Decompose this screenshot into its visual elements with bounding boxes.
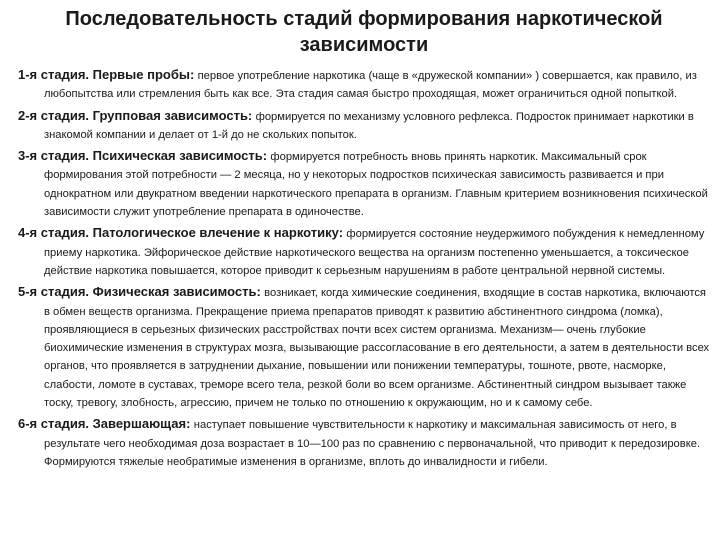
stage-2-heading: 2-я стадия. Групповая зависимость: [18,107,253,123]
slide-title: Последовательность стадий формирования наркотической зависимости [65,8,663,56]
stage-3-heading: 3-я стадия. Психическая зависимость: [18,148,268,164]
stage-3-description: формируется потребность вновь принять наркотик. Максимальный срок формирования этой потребности — 2 месяца, но у некоторых подростков психическая зависимость развивается и при однократном или двукратном введении наркотического препарата в организм. Главным критерием возникновения психической зависимости служит употребление препарата в одиночестве. [44,151,708,219]
stage-5 [18,283,710,412]
stage-6-heading: 6-я стадия. Завершающая: [18,416,191,432]
stage-1-description: первое употребление наркотика (чаще в «дружеской компании» ) совершается, как правило, из любопытства или стремления быть как все. Эта стадия самая быстро проходящая, может ограничиться одной попыткой. [44,70,697,101]
stage-2 [18,107,710,145]
stage-4 [18,224,710,280]
stage-3 [18,147,710,221]
stage-6-description: наступает повышение чувствительности к наркотику и максимальная зависимость от него, в результате чего необходимая доза возрастает в 10—100 раз по сравнению с первоначальной, что приводит к передозировке. Формируются тяжелые необратимые изменения в организме, вплоть до инвалидности и гибели. [44,419,701,468]
stage-5-description: возникает, когда химические соединения, входящие в состав наркотика, включаются в обмен веществ организма. Прекращение приема препаратов приводят к развитию абстинентного синдрома (ломка), проявляющиеся в серьезных физических расстройствах почти всех систем организма. Механизм— очень глубокие биохимические изменения в структурах мозга, вызывающие рассогласование в его деятельности, а затем в деятельности всех органов, что проявляется в затруднении дыхание, повышении или понижении температуры, тошноте, рвоте, насморке, слабости, ломоте в суставах, треморе всего тела, резкой боли во всем организме. Абстинентный синдром вызывает также тоску, тревогу, злобность, агрессию, причем не только по отношению к окружающим, но и к самому себе. [44,287,710,410]
stage-4-description: формируется состояние неудержимого побуждения к немедленному приему наркотика. Эйфорическое действие наркотического вещества на организм постепенно уменьшается, а токсическое действие наркотика повышается, которое приводит к серьезным нарушениям в работе центральной нервной системы. [44,228,705,277]
stage-2-description: формируется по механизму условного рефлекса. Подросток принимает наркотики в знакомой компании и делает от 1-й до не скольких попыток. [44,110,694,141]
stage-1-heading: 1-я стадия. Первые пробы: [18,67,195,82]
stage-6 [18,415,710,471]
stage-1 [18,66,710,104]
stage-5-heading: 5-я стадия. Физическая зависимость: [18,284,261,300]
stage-4-heading: 4-я стадия. Патологическое влечение к наркотику: [18,225,344,241]
